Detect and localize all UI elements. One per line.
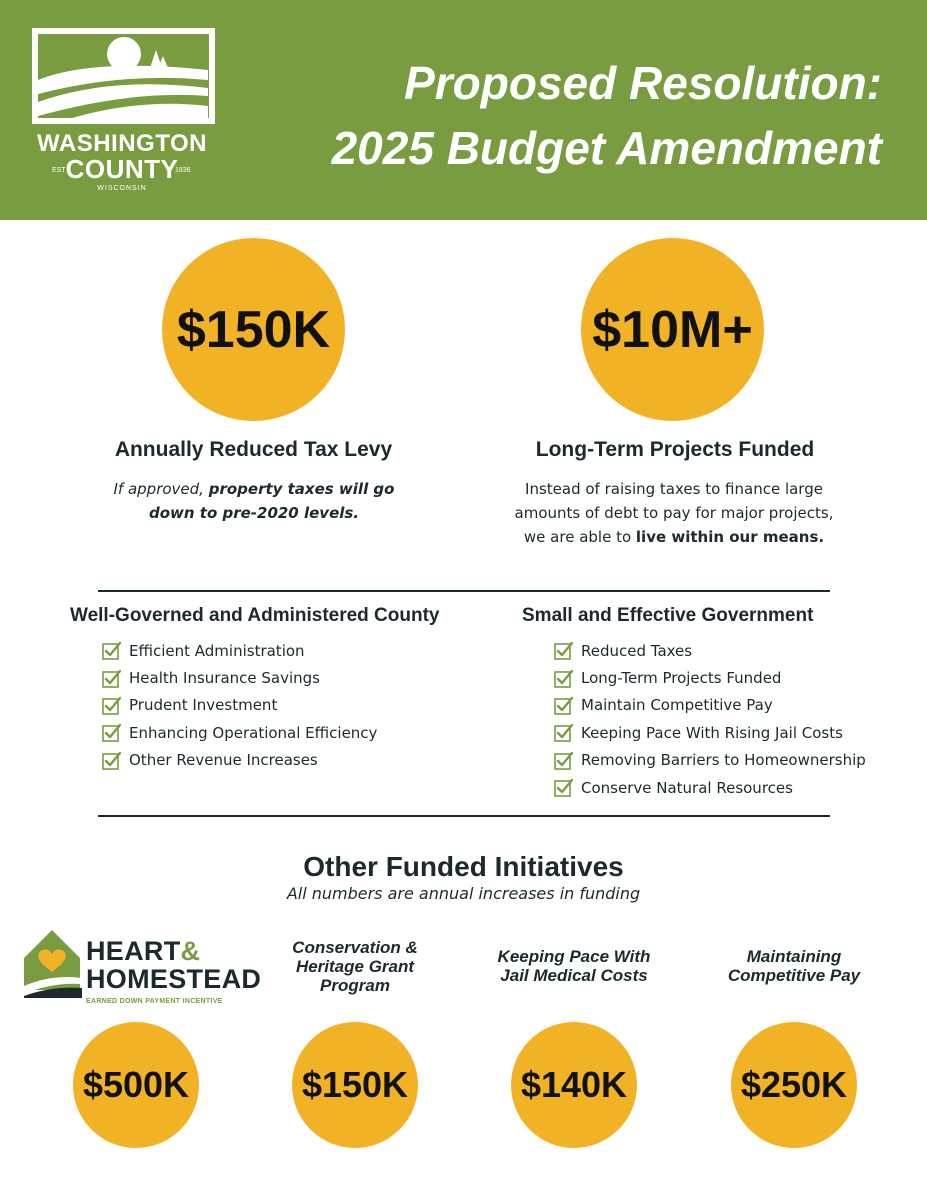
- left-column-title: Well-Governed and Administered County: [70, 605, 440, 626]
- checklist-item: [102, 637, 377, 664]
- hh-ampersand: &: [180, 936, 201, 966]
- checklist-item: [102, 664, 377, 691]
- right-checklist: [554, 637, 866, 801]
- checkbox-checked-icon: [554, 751, 573, 770]
- checkbox-checked-icon: [554, 778, 573, 797]
- checklist-item: [102, 719, 377, 746]
- page-title-line1: Proposed Resolution:: [404, 57, 882, 109]
- checkbox-checked-icon: [102, 641, 121, 660]
- checklist-item: [102, 747, 377, 774]
- conservation-grant-label: Conservation & Heritage Grant Program: [292, 938, 418, 995]
- projects-value-circle: $10M+: [581, 238, 764, 421]
- left-checklist: [102, 637, 377, 774]
- projects-heading: Long-Term Projects Funded: [535, 438, 815, 461]
- checklist-item: [554, 747, 866, 774]
- checklist-item: [554, 719, 866, 746]
- checkbox-checked-icon: [554, 696, 573, 715]
- divider-top: [98, 590, 830, 592]
- tax-levy-desc-bold: property taxes will go down to pre-2020 levels.: [148, 480, 395, 522]
- checklist-item-label: Efficient Administration: [129, 641, 305, 660]
- heart-homestead-tagline: EARNED DOWN PAYMENT INCENTIVE: [86, 998, 223, 1005]
- county-logo-icon: [32, 28, 215, 124]
- divider-bottom: [98, 815, 830, 817]
- competitive-pay-value-circle: $250K: [731, 1022, 857, 1148]
- checklist-item-label: Other Revenue Increases: [129, 751, 318, 770]
- heart-homestead-line1: [86, 938, 200, 965]
- page-title-line2: 2025 Budget Amendment: [331, 122, 882, 174]
- checklist-item: [554, 774, 866, 801]
- logo-name-line2: COUNTY: [65, 154, 179, 184]
- right-column-title: Small and Effective Government: [522, 605, 814, 626]
- logo-state: WISCONSIN: [97, 185, 147, 192]
- checklist-item-label: Enhancing Operational Efficiency: [129, 723, 378, 742]
- projects-description: [506, 477, 842, 549]
- conservation-value-circle: $150K: [292, 1022, 418, 1148]
- checklist-item: [554, 692, 866, 719]
- projects-desc-text: Instead of raising taxes to finance large amounts of debt to pay for major projects, we are able to: [514, 480, 834, 546]
- checklist-item-label: Health Insurance Savings: [129, 669, 320, 688]
- checklist-item-label: Removing Barriers to Homeownership: [581, 751, 866, 770]
- checklist-item: [554, 637, 866, 664]
- jail-medical-label: Keeping Pace With Jail Medical Costs: [497, 947, 651, 985]
- heart-homestead-line2: HOMESTEAD: [86, 964, 262, 994]
- checkbox-checked-icon: [102, 751, 121, 770]
- checkbox-checked-icon: [102, 669, 121, 688]
- tax-levy-heading: Annually Reduced Tax Levy: [114, 438, 393, 461]
- tax-levy-value-circle: $150K: [162, 238, 345, 421]
- checkbox-checked-icon: [554, 641, 573, 660]
- initiatives-title: Other Funded Initiatives: [303, 851, 624, 882]
- hh-heart-word: HEART: [86, 936, 181, 966]
- checkbox-checked-icon: [102, 723, 121, 742]
- logo-name-line1: WASHINGTON: [37, 130, 207, 157]
- checkbox-checked-icon: [554, 723, 573, 742]
- checklist-item-label: Reduced Taxes: [581, 641, 693, 660]
- initiatives-subtitle: All numbers are annual increases in funding: [286, 884, 641, 903]
- heart-homestead-value-circle: $500K: [73, 1022, 199, 1148]
- logo-est-label: EST: [52, 167, 66, 174]
- tax-levy-description: [110, 477, 398, 525]
- checklist-item: [102, 692, 377, 719]
- checklist-item: [554, 664, 866, 691]
- competitive-pay-label: Maintaining Competitive Pay: [727, 947, 861, 985]
- checklist-item-label: Conserve Natural Resources: [581, 778, 793, 797]
- checklist-item-label: Maintain Competitive Pay: [581, 696, 773, 715]
- checklist-item-label: Prudent Investment: [129, 696, 278, 715]
- projects-desc-bold: live within our means.: [635, 528, 825, 546]
- jail-medical-value-circle: $140K: [511, 1022, 637, 1148]
- checkbox-checked-icon: [554, 669, 573, 688]
- checkbox-checked-icon: [102, 696, 121, 715]
- checklist-item-label: Long-Term Projects Funded: [581, 669, 782, 688]
- tax-levy-desc-text: If approved,: [113, 480, 209, 498]
- logo-est-year: 1836: [175, 167, 191, 174]
- checklist-item-label: Keeping Pace With Rising Jail Costs: [581, 723, 843, 742]
